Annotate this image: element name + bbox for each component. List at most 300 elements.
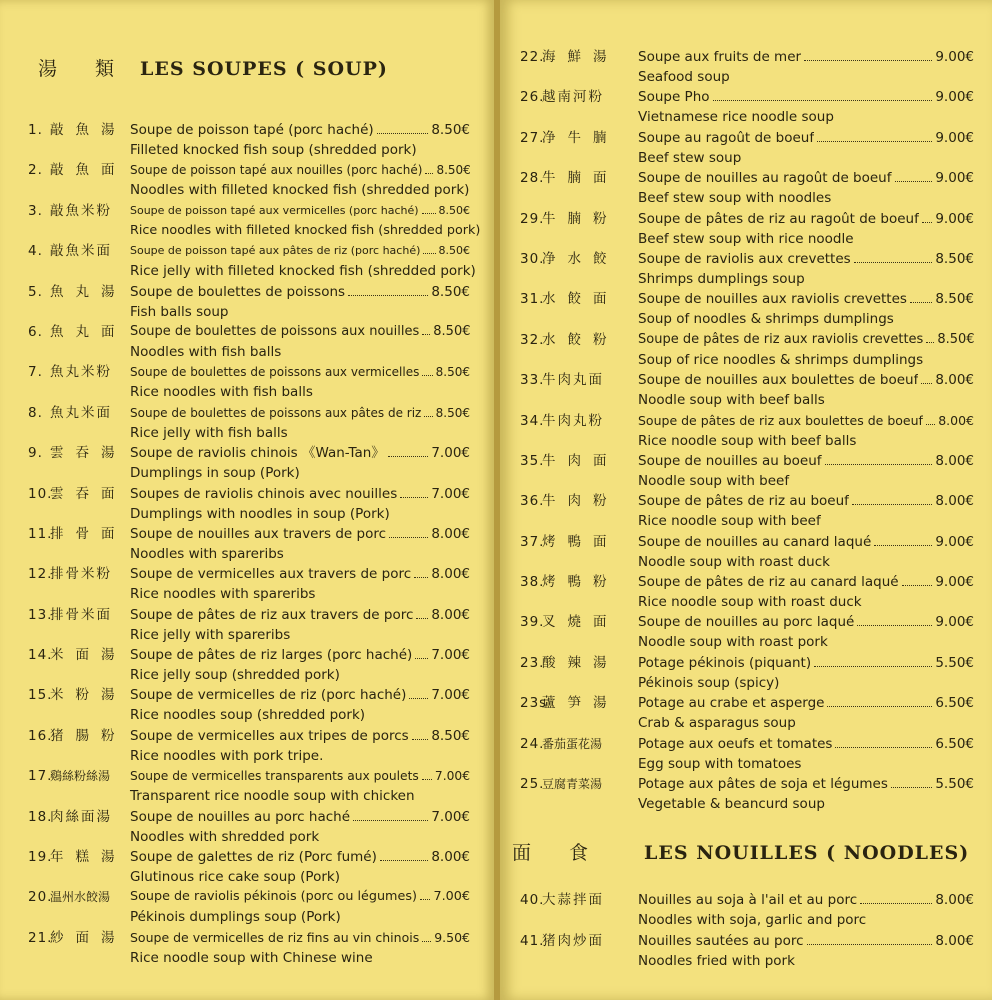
item-number-label: 29. — [520, 210, 545, 227]
item-number-label: 37. — [520, 533, 545, 550]
item-english-name: Rice noodles with filleted knocked fish (shredded pork) — [130, 222, 481, 238]
item-price: 8.00€ — [935, 493, 974, 510]
item-english-name: Dumplings with noodles in soup (Pork) — [130, 505, 390, 522]
item-french-name: Soupe de vermicelles aux travers de porc — [130, 566, 412, 583]
item-number-label: 41. — [520, 933, 545, 949]
item-english-name: Rice noodles with pork tripe. — [130, 747, 324, 764]
item-price: 9.00€ — [935, 533, 974, 550]
item-chinese-name: 敲魚米面 — [50, 243, 112, 260]
item-number-label: 34. — [520, 412, 545, 429]
item-chinese-name: 肉絲面湯 — [50, 808, 112, 825]
item-number — [28, 120, 127, 140]
dot-leader — [422, 333, 430, 335]
item-chinese-name: 烤鴨面 — [542, 533, 619, 550]
item-price: 7.00€ — [431, 808, 470, 825]
dot-leader — [852, 503, 932, 505]
item-french-name: Soupe de boulettes de poissons aux nouilles — [130, 323, 420, 339]
item-french-name: Soupe de vermicelles de riz (porc haché) — [130, 687, 407, 704]
item-french-name: Soupe de nouilles au canard laqué — [638, 533, 872, 550]
item-english-name: Rice noodles with fish balls — [130, 384, 313, 401]
item-main-line — [638, 289, 974, 309]
item-french-name: Soupe de boulettes de poissons aux vermicelles — [130, 365, 420, 380]
menu-item — [0, 322, 494, 362]
item-main-line — [130, 443, 470, 463]
item-number-label: 32. — [520, 331, 545, 348]
item-french-name: Potage aux oeufs et tomates — [638, 735, 833, 752]
menu-page-right — [500, 0, 992, 1000]
item-number — [28, 605, 112, 625]
menu-item — [500, 653, 992, 693]
item-english-name: Rice noodle soup with Chinese wine — [130, 949, 373, 966]
item-main-line — [638, 87, 974, 107]
item-french-name: Soupe de poisson tapé aux vermicelles (porc haché) — [130, 203, 419, 217]
item-price: 8.00€ — [431, 606, 470, 623]
item-number — [28, 766, 110, 786]
item-english-name: Noodles with filleted knocked fish (shredded pork) — [130, 182, 470, 199]
item-number — [520, 289, 619, 309]
item-main-line — [130, 807, 470, 827]
item-price: 8.00€ — [938, 412, 974, 428]
dot-leader — [348, 294, 428, 296]
item-french-name: Soupe de vermicelles transparents aux poulets — [130, 769, 419, 784]
menu-item — [0, 160, 494, 200]
item-chinese-name: 米粉湯 — [50, 687, 127, 704]
noodle-section-header — [512, 838, 969, 865]
item-price: 8.00€ — [935, 933, 974, 949]
item-price: 9.00€ — [935, 574, 974, 591]
item-french-name: Soupe de nouilles au porc laqué — [638, 614, 855, 631]
item-english-name: Egg soup with tomatoes — [638, 755, 802, 772]
item-main-line — [130, 605, 470, 625]
item-chinese-name: 魚丸米粉 — [50, 364, 112, 381]
item-french-name: Soupe de raviolis chinois 《Wan-Tan》 — [130, 445, 385, 462]
menu-item — [0, 928, 494, 968]
item-english-name: Rice noodle soup with beef — [638, 513, 821, 530]
item-english-name: Vegetable & beancurd soup — [638, 796, 825, 813]
dot-leader — [926, 341, 934, 343]
item-english-name: Rice noodle soup with roast duck — [638, 594, 862, 611]
item-french-name: Soupe de raviolis aux crevettes — [638, 250, 851, 267]
menu-item — [0, 403, 494, 443]
item-english-name: Glutinous rice cake soup (Pork) — [130, 869, 340, 886]
dot-leader — [825, 463, 933, 465]
item-english-name: Noodles with fish balls — [130, 343, 282, 360]
item-french-name: Soupe de boulettes de poissons aux pâtes de riz — [130, 405, 422, 420]
soup-section-header — [38, 54, 388, 81]
dot-leader — [921, 382, 932, 384]
item-price: 9.00€ — [935, 170, 974, 187]
item-number-label: 38. — [520, 574, 545, 591]
item-main-line — [638, 330, 974, 350]
item-price: 8.00€ — [935, 452, 974, 469]
item-price: 5.50€ — [935, 654, 974, 671]
item-english-name: Noodle soup with roast duck — [638, 553, 830, 570]
menu-item — [500, 370, 992, 410]
dot-leader — [922, 221, 932, 223]
item-price: 7.00€ — [431, 647, 470, 664]
item-french-name: Soupe de vermicelles aux tripes de porcs — [130, 727, 409, 744]
item-main-line — [638, 168, 974, 188]
dot-leader — [713, 99, 933, 101]
item-number-label: 5. — [28, 283, 43, 300]
item-english-name: Noodle soup with beef balls — [638, 392, 825, 409]
item-main-line — [638, 931, 974, 951]
item-french-name: Soupe au ragoût de boeuf — [638, 129, 815, 146]
item-english-name: Noodles with spareribs — [130, 545, 284, 562]
item-english-name: Rice jelly soup (shredded pork) — [130, 667, 340, 684]
item-main-line — [638, 693, 974, 713]
menu-item — [500, 47, 992, 87]
item-number-label: 20. — [28, 889, 53, 906]
dot-leader — [902, 584, 933, 586]
dot-leader — [857, 624, 932, 626]
item-main-line — [638, 47, 974, 67]
item-english-name: Rice jelly with filleted knocked fish (shredded pork) — [130, 263, 476, 280]
item-price: 5.50€ — [935, 776, 974, 793]
item-price: 8.00€ — [935, 372, 974, 389]
item-price: 8.50€ — [937, 331, 975, 347]
item-main-line — [130, 484, 470, 504]
item-price: 9.00€ — [935, 49, 974, 65]
item-number — [28, 524, 127, 544]
menu-item — [0, 524, 494, 564]
menu-item — [500, 411, 992, 451]
item-number — [28, 403, 112, 423]
item-number — [520, 491, 619, 511]
menu-item — [500, 451, 992, 491]
item-main-line — [638, 128, 974, 148]
item-number — [520, 931, 604, 951]
dot-leader — [414, 576, 428, 578]
dot-leader — [874, 544, 932, 546]
item-main-line — [130, 766, 470, 786]
item-chinese-name: 牛肉丸粉 — [542, 412, 604, 429]
item-price: 9.00€ — [935, 89, 974, 106]
dot-leader — [400, 496, 428, 498]
item-number — [28, 201, 112, 221]
dot-leader — [416, 617, 428, 619]
item-price: 9.00€ — [935, 614, 974, 631]
dot-leader — [422, 778, 432, 780]
item-english-name: Vietnamese rice noodle soup — [638, 109, 834, 126]
menu-item — [0, 726, 494, 766]
item-price: 8.50€ — [431, 122, 470, 138]
item-main-line — [638, 653, 974, 673]
item-french-name: Soupe de poisson tapé (porc haché) — [130, 122, 374, 138]
soup-section-title: LES SOUPES ( SOUP) — [140, 58, 388, 80]
dot-leader — [415, 657, 428, 659]
item-french-name: Nouilles sautées au porc — [638, 933, 804, 949]
item-number — [28, 484, 127, 504]
item-french-name: Soupe de nouilles au porc haché — [130, 808, 351, 825]
item-english-name: Noodles with soja, garlic and porc — [638, 912, 867, 928]
item-english-name: Soup of noodles & shrimps dumplings — [638, 311, 894, 328]
item-main-line — [638, 734, 974, 754]
menu-item — [500, 330, 992, 370]
item-french-name: Potage au crabe et asperge — [638, 695, 825, 712]
item-number-label: 11. — [28, 525, 53, 542]
menu-item — [0, 282, 494, 322]
item-number-label: 15. — [28, 687, 53, 704]
item-chinese-name: 排骨米面 — [50, 606, 112, 623]
item-french-name: Soupe de nouilles au boeuf — [638, 452, 822, 469]
item-number — [520, 612, 619, 632]
dot-leader — [388, 455, 429, 457]
item-chinese-name: 紗面湯 — [50, 929, 127, 946]
item-french-name: Soupe de nouilles aux travers de porc — [130, 525, 387, 542]
menu-item — [500, 209, 992, 249]
item-number-label: 26. — [520, 89, 545, 106]
item-number — [28, 160, 127, 180]
item-french-name: Soupe de vermicelles de riz fins au vin chinois — [130, 929, 420, 945]
item-number — [520, 87, 604, 107]
item-main-line — [638, 411, 974, 431]
menu-item — [0, 120, 494, 160]
item-chinese-name: 敲魚湯 — [50, 122, 127, 138]
item-main-line — [130, 201, 470, 221]
dot-leader — [422, 940, 431, 942]
item-english-name: Noodle soup with roast pork — [638, 634, 828, 651]
menu-item — [500, 249, 992, 289]
item-english-name: Shrimps dumplings soup — [638, 270, 805, 287]
dot-leader — [895, 180, 933, 182]
item-chinese-name: 大蒜拌面 — [542, 892, 604, 908]
item-main-line — [638, 612, 974, 632]
item-french-name: Soupe de pâtes de riz aux boulettes de boeuf — [638, 412, 923, 428]
item-main-line — [638, 774, 974, 794]
menu-item — [500, 289, 992, 329]
item-chinese-name: 排骨面 — [50, 525, 127, 542]
item-main-line — [638, 451, 974, 471]
item-price: 7.00€ — [431, 687, 470, 704]
item-chinese-name: 牛腩面 — [542, 170, 619, 187]
item-number-label: 14. — [28, 647, 53, 664]
item-chinese-name: 番茄蛋花湯 — [542, 736, 603, 751]
item-price: 8.00€ — [431, 566, 470, 583]
item-price: 8.50€ — [438, 244, 470, 258]
item-english-name: Noodle soup with beef — [638, 472, 790, 489]
item-number-label: 25. — [520, 776, 545, 793]
item-number-label: 23s — [520, 695, 548, 712]
item-number-label: 39. — [520, 614, 545, 631]
dot-leader — [814, 665, 932, 667]
item-number — [28, 362, 112, 382]
item-chinese-name: 魚丸面 — [50, 323, 127, 340]
item-number — [28, 847, 127, 867]
item-price: 8.00€ — [935, 892, 974, 908]
item-chinese-name: 魚丸湯 — [50, 283, 127, 300]
item-french-name: Soupe de nouilles au ragoût de boeuf — [638, 170, 892, 187]
item-main-line — [130, 887, 470, 907]
item-french-name: Soupes de raviolis chinois avec nouilles — [130, 485, 398, 502]
item-main-line — [130, 120, 470, 140]
menu-item — [0, 847, 494, 887]
item-french-name: Soupe de boulettes de poissons — [130, 283, 346, 300]
item-number-label: 7. — [28, 364, 43, 381]
item-number — [520, 370, 604, 390]
noodle-section-title: LES NOUILLES ( NOODLES) — [644, 842, 970, 864]
item-english-name: Filleted knocked fish soup (shredded pork) — [130, 142, 417, 158]
item-english-name: Dumplings in soup (Pork) — [130, 465, 300, 482]
dot-leader — [389, 536, 428, 538]
item-number — [520, 572, 619, 592]
item-english-name: Rice jelly with spareribs — [130, 626, 291, 643]
item-number-label: 40. — [520, 892, 545, 908]
item-chinese-name: 魚丸米面 — [50, 404, 112, 421]
item-price: 8.00€ — [431, 849, 470, 866]
item-number-label: 1. — [28, 122, 43, 138]
item-chinese-name: 猪腸粉 — [50, 727, 127, 744]
item-english-name: Rice noodle soup with beef balls — [638, 432, 857, 449]
item-chinese-name: 牛腩粉 — [542, 210, 619, 227]
item-price: 8.50€ — [435, 365, 470, 380]
dot-leader — [409, 697, 428, 699]
menu-item — [500, 734, 992, 774]
item-price: 9.50€ — [434, 929, 470, 945]
item-chinese-name: 敲魚面 — [50, 162, 127, 179]
menu-item — [500, 931, 992, 972]
item-main-line — [130, 524, 470, 544]
item-number-label: 4. — [28, 243, 43, 260]
dot-leader — [817, 140, 932, 142]
item-number-label: 33. — [520, 372, 545, 389]
item-main-line — [130, 160, 470, 180]
menu-item — [500, 572, 992, 612]
dot-leader — [422, 374, 432, 376]
item-french-name: Soupe de galettes de riz (Porc fumé) — [130, 849, 377, 866]
item-chinese-name: 鷄絲粉絲湯 — [50, 769, 111, 784]
dot-leader — [420, 898, 431, 900]
item-number — [28, 564, 112, 584]
item-number — [28, 807, 112, 827]
item-english-name: Beef stew soup with noodles — [638, 190, 832, 207]
item-chinese-name: 水餃面 — [542, 291, 619, 308]
item-number-label: 35. — [520, 452, 545, 469]
menu-item — [0, 564, 494, 604]
item-english-name: Noodles with shredded pork — [130, 828, 320, 845]
item-french-name: Nouilles au soja à l'ail et au porc — [638, 892, 858, 908]
item-french-name: Soupe Pho — [638, 89, 710, 106]
item-price: 8.50€ — [431, 727, 470, 744]
item-english-name: Fish balls soup — [130, 303, 229, 320]
item-price: 8.50€ — [435, 405, 470, 420]
dot-leader — [423, 252, 435, 254]
item-main-line — [130, 847, 470, 867]
item-english-name: Beef stew soup — [638, 149, 742, 166]
menu-item — [500, 890, 992, 931]
item-chinese-name: 海鮮湯 — [542, 49, 619, 65]
item-number — [28, 443, 127, 463]
dot-leader — [926, 423, 935, 425]
item-number-label: 3. — [28, 202, 43, 219]
item-english-name: Crab & asparagus soup — [638, 715, 796, 732]
menu-item — [0, 443, 494, 483]
item-english-name: Noodles fried with pork — [638, 953, 795, 969]
item-chinese-name: 牛肉粉 — [542, 493, 619, 510]
soup-list-continued — [500, 47, 992, 814]
item-number — [28, 726, 127, 746]
item-english-name: Beef stew soup with rice noodle — [638, 230, 854, 247]
menu-item — [500, 774, 992, 814]
item-main-line — [638, 890, 974, 910]
item-chinese-name: 水餃粉 — [542, 331, 619, 348]
item-number-label: 21. — [28, 929, 53, 946]
item-chinese-name: 年糕湯 — [50, 849, 127, 866]
item-number-label: 9. — [28, 445, 43, 462]
menu-page-left — [0, 0, 494, 1000]
item-chinese-name: 豆腐青菜湯 — [542, 777, 603, 792]
menu-item — [0, 807, 494, 847]
item-french-name: Soupe de pâtes de riz aux raviolis crevettes — [638, 331, 924, 347]
dot-leader — [910, 301, 932, 303]
item-main-line — [130, 282, 470, 302]
soup-section-title-zh: 湯 類 — [38, 58, 131, 80]
item-french-name: Soupe de pâtes de riz larges (porc haché) — [130, 647, 413, 664]
menu-item — [0, 201, 494, 241]
item-main-line — [130, 322, 470, 342]
item-english-name: Seafood soup — [638, 69, 730, 85]
item-chinese-name: 越南河粉 — [542, 89, 604, 106]
dot-leader — [380, 859, 428, 861]
item-price: 9.00€ — [935, 129, 974, 146]
dot-leader — [804, 59, 932, 61]
item-number — [28, 645, 127, 665]
item-price: 8.50€ — [433, 323, 471, 339]
item-number-label: 8. — [28, 404, 43, 421]
item-chinese-name: 敲魚米粉 — [50, 202, 112, 219]
item-main-line — [130, 685, 470, 705]
menu-item — [0, 484, 494, 524]
item-number — [520, 653, 619, 673]
item-number-label: 30. — [520, 250, 545, 267]
item-main-line — [638, 532, 974, 552]
menu-item — [0, 241, 494, 281]
item-chinese-name: 净牛腩 — [542, 129, 619, 146]
item-price: 8.50€ — [935, 291, 974, 308]
item-main-line — [638, 209, 974, 229]
item-french-name: Soupe de raviolis pékinois (porc ou légumes) — [130, 889, 417, 905]
dot-leader — [860, 902, 932, 904]
item-chinese-name: 猪肉炒面 — [542, 933, 604, 949]
item-french-name: Soupe de poisson tapé aux pâtes de riz (porc haché) — [130, 244, 421, 258]
item-main-line — [130, 645, 470, 665]
item-price: 6.50€ — [935, 735, 974, 752]
item-french-name: Soupe de poisson tapé aux nouilles (porc haché) — [130, 163, 423, 178]
menu-item — [500, 491, 992, 531]
item-number-label: 28. — [520, 170, 545, 187]
dot-leader — [854, 261, 933, 263]
item-chinese-name: 牛肉面 — [542, 452, 619, 469]
item-main-line — [638, 491, 974, 511]
item-number-label: 2. — [28, 162, 43, 179]
dot-leader — [353, 819, 428, 821]
item-english-name: Transparent rice noodle soup with chicken — [130, 788, 415, 805]
item-chinese-name: 米面湯 — [50, 647, 127, 664]
item-number — [28, 282, 127, 302]
item-number — [520, 249, 619, 269]
dot-leader — [412, 738, 429, 740]
item-chinese-name: 排骨米粉 — [50, 566, 112, 583]
menu-item — [500, 168, 992, 208]
item-french-name: Soupe de nouilles aux raviolis crevettes — [638, 291, 907, 308]
menu-item — [0, 362, 494, 402]
item-price: 8.00€ — [431, 525, 470, 542]
dot-leader — [891, 786, 932, 788]
item-french-name: Soupe de pâtes de riz au boeuf — [638, 493, 849, 510]
dot-leader — [424, 415, 432, 417]
dot-leader — [827, 705, 932, 707]
item-price: 7.00€ — [431, 445, 470, 462]
